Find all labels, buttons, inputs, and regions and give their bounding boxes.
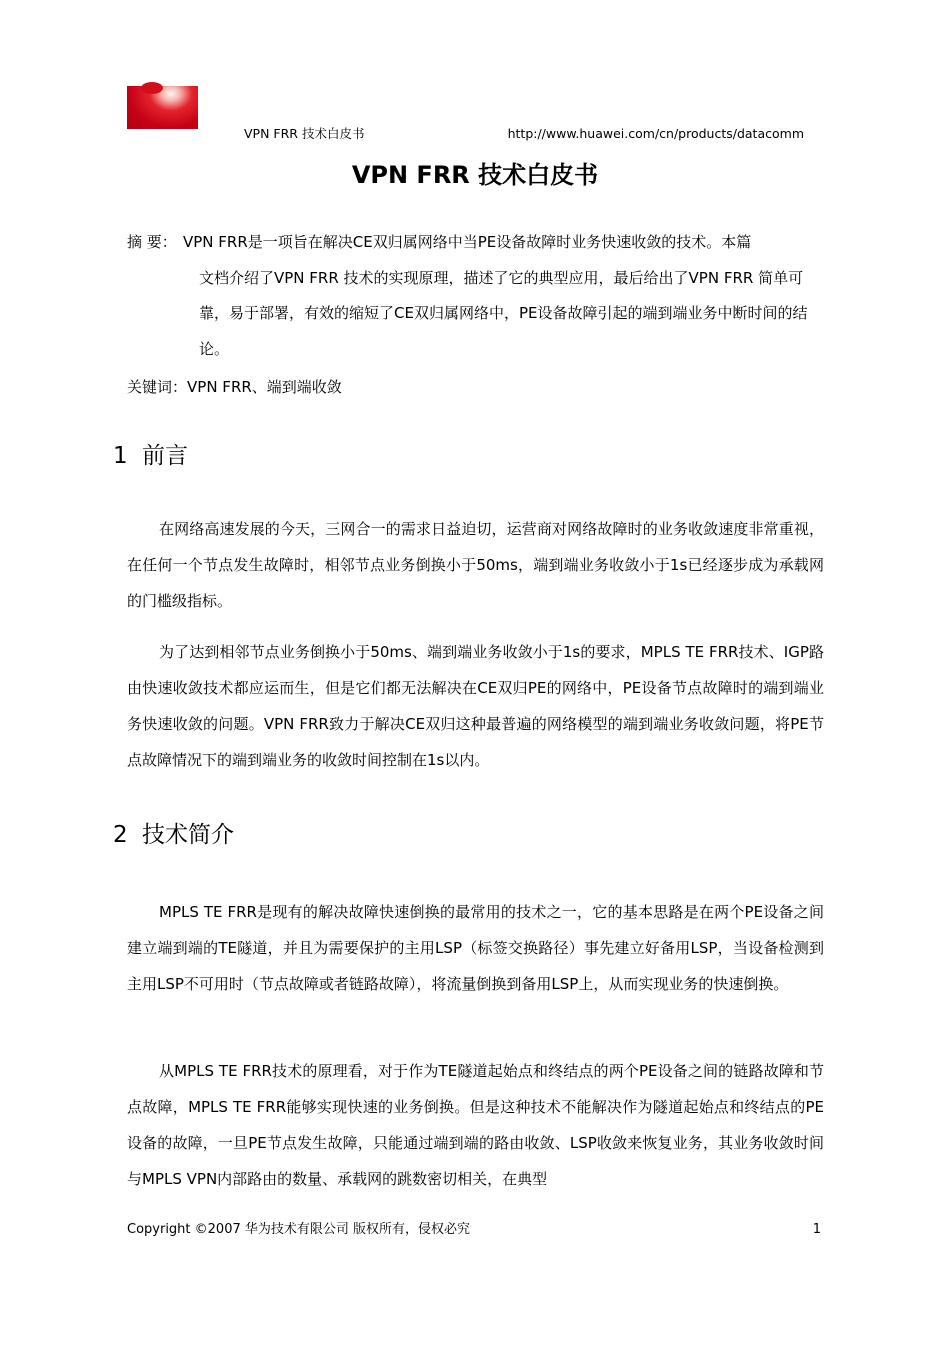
abstract-label: 摘 要： — [127, 233, 177, 251]
document-title: VPN FRR 技术白皮书 — [351, 161, 599, 189]
huawei-logo — [127, 86, 198, 129]
section-heading-2 — [113, 815, 234, 855]
abstract-text-rest: 文档介绍了VPN FRR 技术的实现原理，描述了它的典型应用，最后给出了VPN FRR 简单可靠，易于部署，有效的缩短了CE双归属网络中，PE设备故障引起的端到端业务中断时间的结论。 — [199, 268, 808, 358]
abstract — [127, 225, 827, 367]
page-number: 1 — [812, 1222, 821, 1237]
keywords-text: VPN FRR、端到端收敛 — [187, 378, 342, 396]
footer-copyright: Copyright ©2007 华为技术有限公司 版权所有，侵权必究 — [127, 1222, 471, 1237]
section-title: 技术简介 — [142, 822, 234, 848]
paragraph: 从MPLS TE FRR技术的原理看，对于作为TE隧道起始点和终结点的两个PE设备之间的链路故障和节点故障，MPLS TE FRR能够实现快速的业务倒换。但是这种技术不能解决作为隧道起始点和终结点的PE设备的故障，一旦PE节点发生故障，只能通过端到端的路由收敛、LSP收敛来恢复业务，其业务收敛时间与MPLS VPN内部路由的数量、承载网的跳数密切相关，在典型 — [127, 1062, 824, 1188]
section-heading-1 — [113, 436, 188, 476]
abstract-text-first: VPN FRR是一项旨在解决CE双归属网络中当PE设备故障时业务快速收敛的技术。本篇 — [183, 233, 752, 251]
header-url: http://www.huawei.com/cn/products/datacomm — [507, 126, 804, 141]
header-doc-name: VPN FRR 技术白皮书 — [244, 126, 365, 141]
section-number: 1 — [113, 443, 128, 469]
section-title: 前言 — [142, 443, 188, 469]
keywords-label: 关键词： — [127, 378, 188, 396]
paragraph: MPLS TE FRR是现有的解决故障快速倒换的最常用的技术之一，它的基本思路是在两个PE设备之间建立端到端的TE隧道，并且为需要保护的主用LSP（标签交换路径）事先建立好备用LSP，当设备检测到主用LSP不可用时（节点故障或者链路故障），将流量倒换到备用LSP上，从而实现业务的快速倒换。 — [127, 903, 824, 993]
keywords — [127, 371, 342, 403]
paragraph: 为了达到相邻节点业务倒换小于50ms、端到端业务收敛小于1s的要求，MPLS TE FRR技术、IGP路由快速收敛技术都应运而生，但是它们都无法解决在CE双归PE的网络中，PE设备节点故障时的端到端业务快速收敛的问题。VPN FRR致力于解决CE双归这种最普遍的网络模型的端到端业务收敛问题，将PE节点故障情况下的端到端业务的收敛时间控制在1s以内。 — [127, 643, 824, 769]
paragraph: 在网络高速发展的今天，三网合一的需求日益迫切，运营商对网络故障时的业务收敛速度非常重视，在任何一个节点发生故障时，相邻节点业务倒换小于50ms，端到端业务收敛小于1s已经逐步成为承载网的门槛级指标。 — [127, 520, 824, 610]
section-number: 2 — [113, 822, 128, 848]
